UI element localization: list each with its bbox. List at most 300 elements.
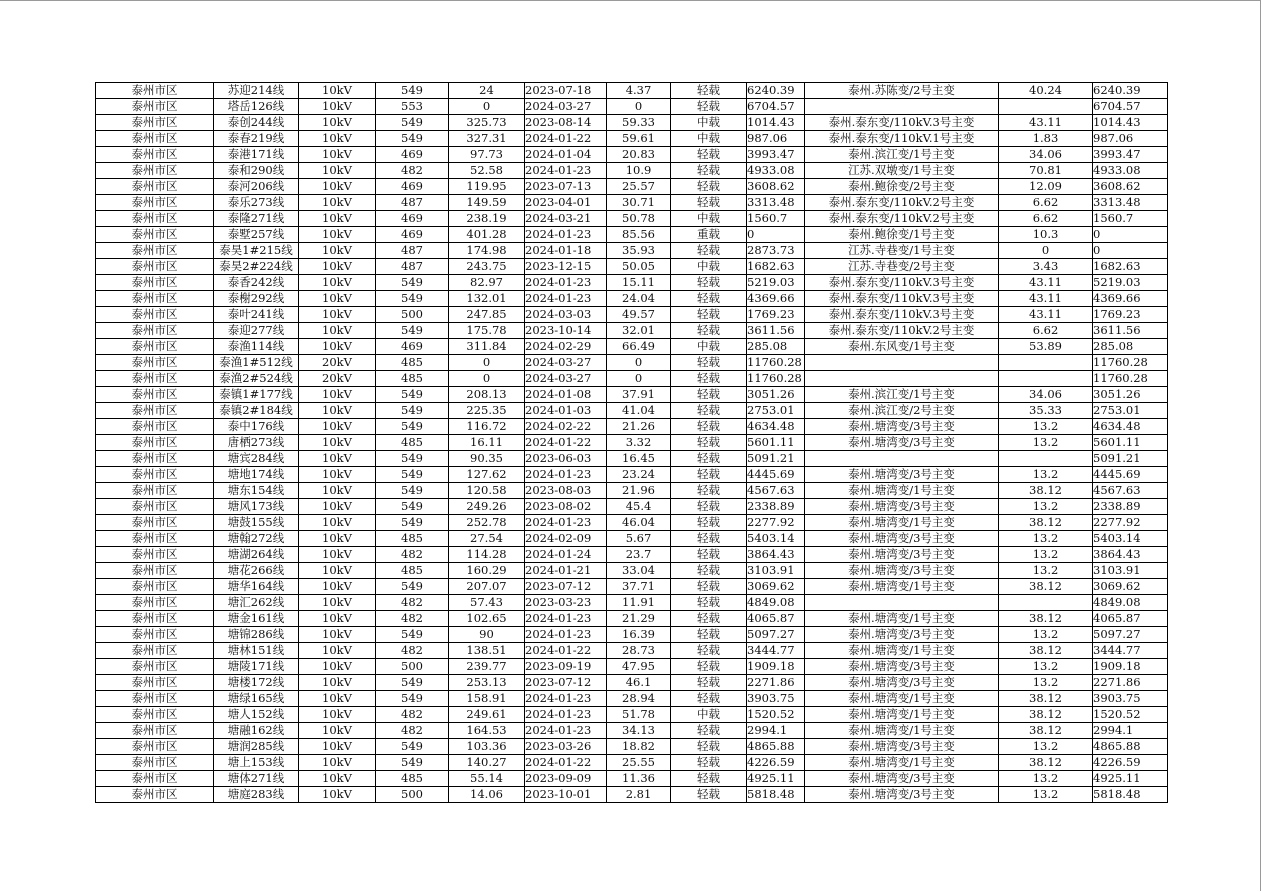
load-status-cell: 轻载	[671, 147, 747, 163]
capacity-cell: 4925.11	[747, 771, 805, 787]
date-cell: 2023-10-01	[525, 787, 607, 803]
available-capacity-cell: 4849.08	[1093, 595, 1168, 611]
load-rate-cell: 25.55	[607, 755, 671, 771]
line-name-cell: 泰昊1#215线	[214, 243, 299, 259]
capacity-cell: 5403.14	[747, 531, 805, 547]
transformer-rate-cell	[999, 355, 1093, 371]
current-cell: 16.11	[449, 435, 525, 451]
capacity-cell: 1520.52	[747, 707, 805, 723]
table-row	[96, 451, 1168, 467]
transformer-cell: 泰州.塘湾变/1号主变	[805, 611, 999, 627]
region-cell: 泰州市区	[96, 419, 214, 435]
available-capacity-cell: 2994.1	[1093, 723, 1168, 739]
load-rate-cell: 2.81	[607, 787, 671, 803]
load-rate-cell: 15.11	[607, 275, 671, 291]
current-cell: 253.13	[449, 675, 525, 691]
table-row	[96, 147, 1168, 163]
current-cell: 311.84	[449, 339, 525, 355]
capacity-cell: 3608.62	[747, 179, 805, 195]
date-cell: 2023-08-14	[525, 115, 607, 131]
load-status-cell: 轻载	[671, 387, 747, 403]
current-cell: 82.97	[449, 275, 525, 291]
current-cell: 0	[449, 99, 525, 115]
line-name-cell: 塘湖264线	[214, 547, 299, 563]
current-cell: 401.28	[449, 227, 525, 243]
available-capacity-cell: 5818.48	[1093, 787, 1168, 803]
table-row	[96, 563, 1168, 579]
transformer-cell: 泰州.泰东变/110kV.2号主变	[805, 195, 999, 211]
rated-current-cell: 549	[376, 515, 449, 531]
transformer-cell: 江苏.寺巷变/1号主变	[805, 243, 999, 259]
region-cell: 泰州市区	[96, 147, 214, 163]
rated-current-cell: 469	[376, 339, 449, 355]
current-cell: 158.91	[449, 691, 525, 707]
available-capacity-cell: 11760.28	[1093, 371, 1168, 387]
rated-current-cell: 549	[376, 131, 449, 147]
transformer-cell: 泰州.泰东变/110kV.3号主变	[805, 275, 999, 291]
date-cell: 2024-02-22	[525, 419, 607, 435]
line-name-cell: 塘锦286线	[214, 627, 299, 643]
transformer-rate-cell: 0	[999, 243, 1093, 259]
transformer-rate-cell: 38.12	[999, 643, 1093, 659]
current-cell: 243.75	[449, 259, 525, 275]
line-name-cell: 塘华164线	[214, 579, 299, 595]
region-cell: 泰州市区	[96, 435, 214, 451]
region-cell: 泰州市区	[96, 579, 214, 595]
rated-current-cell: 549	[376, 419, 449, 435]
line-name-cell: 泰乐273线	[214, 195, 299, 211]
current-cell: 175.78	[449, 323, 525, 339]
capacity-cell: 0	[747, 227, 805, 243]
available-capacity-cell: 4933.08	[1093, 163, 1168, 179]
rated-current-cell: 469	[376, 147, 449, 163]
table-row	[96, 499, 1168, 515]
table-row	[96, 243, 1168, 259]
date-cell: 2023-10-14	[525, 323, 607, 339]
load-rate-cell: 45.4	[607, 499, 671, 515]
current-cell: 120.58	[449, 483, 525, 499]
date-cell: 2024-03-27	[525, 371, 607, 387]
current-cell: 52.58	[449, 163, 525, 179]
transformer-cell: 泰州.塘湾变/3号主变	[805, 435, 999, 451]
table-row	[96, 739, 1168, 755]
current-cell: 238.19	[449, 211, 525, 227]
current-cell: 114.28	[449, 547, 525, 563]
rated-current-cell: 500	[376, 307, 449, 323]
region-cell: 泰州市区	[96, 787, 214, 803]
current-cell: 132.01	[449, 291, 525, 307]
table-row	[96, 595, 1168, 611]
capacity-cell: 5091.21	[747, 451, 805, 467]
load-status-cell: 轻载	[671, 83, 747, 99]
current-cell: 97.73	[449, 147, 525, 163]
capacity-cell: 1909.18	[747, 659, 805, 675]
transformer-rate-cell: 13.2	[999, 659, 1093, 675]
available-capacity-cell: 4634.48	[1093, 419, 1168, 435]
load-rate-cell: 34.13	[607, 723, 671, 739]
current-cell: 140.27	[449, 755, 525, 771]
voltage-cell: 20kV	[299, 355, 376, 371]
transformer-rate-cell: 13.2	[999, 547, 1093, 563]
load-rate-cell: 41.04	[607, 403, 671, 419]
current-cell: 138.51	[449, 643, 525, 659]
voltage-cell: 10kV	[299, 435, 376, 451]
transformer-cell: 泰州.苏陈变/2号主变	[805, 83, 999, 99]
load-status-cell: 轻载	[671, 323, 747, 339]
rated-current-cell: 549	[376, 483, 449, 499]
region-cell: 泰州市区	[96, 179, 214, 195]
region-cell: 泰州市区	[96, 323, 214, 339]
transformer-cell: 泰州.鲍徐变/2号主变	[805, 179, 999, 195]
rated-current-cell: 549	[376, 579, 449, 595]
region-cell: 泰州市区	[96, 163, 214, 179]
line-name-cell: 泰港171线	[214, 147, 299, 163]
load-status-cell: 轻载	[671, 755, 747, 771]
load-rate-cell: 51.78	[607, 707, 671, 723]
available-capacity-cell: 1560.7	[1093, 211, 1168, 227]
transformer-cell: 江苏.寺巷变/2号主变	[805, 259, 999, 275]
date-cell: 2024-01-23	[525, 291, 607, 307]
load-status-cell: 轻载	[671, 99, 747, 115]
load-rate-cell: 37.91	[607, 387, 671, 403]
capacity-cell: 11760.28	[747, 371, 805, 387]
capacity-cell: 3444.77	[747, 643, 805, 659]
available-capacity-cell: 0	[1093, 243, 1168, 259]
transformer-cell: 泰州.滨江变/2号主变	[805, 403, 999, 419]
table-row	[96, 211, 1168, 227]
load-status-cell: 轻载	[671, 787, 747, 803]
capacity-cell: 4226.59	[747, 755, 805, 771]
region-cell: 泰州市区	[96, 627, 214, 643]
available-capacity-cell: 2271.86	[1093, 675, 1168, 691]
line-name-cell: 泰镇2#184线	[214, 403, 299, 419]
rated-current-cell: 482	[376, 611, 449, 627]
date-cell: 2024-03-21	[525, 211, 607, 227]
rated-current-cell: 549	[376, 323, 449, 339]
date-cell: 2024-01-22	[525, 755, 607, 771]
line-name-cell: 塘翰272线	[214, 531, 299, 547]
table-row	[96, 259, 1168, 275]
table-row	[96, 435, 1168, 451]
current-cell: 149.59	[449, 195, 525, 211]
rated-current-cell: 549	[376, 83, 449, 99]
region-cell: 泰州市区	[96, 707, 214, 723]
load-rate-cell: 49.57	[607, 307, 671, 323]
load-rate-cell: 16.45	[607, 451, 671, 467]
line-name-cell: 泰叶241线	[214, 307, 299, 323]
transformer-cell: 泰州.塘湾变/3号主变	[805, 547, 999, 563]
transformer-rate-cell: 38.12	[999, 755, 1093, 771]
date-cell: 2023-06-03	[525, 451, 607, 467]
line-name-cell: 泰渔1#512线	[214, 355, 299, 371]
rated-current-cell: 482	[376, 547, 449, 563]
available-capacity-cell: 2277.92	[1093, 515, 1168, 531]
rated-current-cell: 485	[376, 563, 449, 579]
transformer-cell: 泰州.塘湾变/1号主变	[805, 579, 999, 595]
line-name-cell: 塘体271线	[214, 771, 299, 787]
available-capacity-cell: 2753.01	[1093, 403, 1168, 419]
table-row	[96, 467, 1168, 483]
table-row	[96, 99, 1168, 115]
transformer-rate-cell: 38.12	[999, 723, 1093, 739]
current-cell: 164.53	[449, 723, 525, 739]
load-rate-cell: 46.04	[607, 515, 671, 531]
line-name-cell: 泰春219线	[214, 131, 299, 147]
load-rate-cell: 59.61	[607, 131, 671, 147]
voltage-cell: 10kV	[299, 531, 376, 547]
region-cell: 泰州市区	[96, 451, 214, 467]
transformer-cell: 泰州.塘湾变/3号主变	[805, 739, 999, 755]
transformer-cell: 泰州.泰东变/110kV.2号主变	[805, 323, 999, 339]
transformer-cell: 泰州.塘湾变/3号主变	[805, 531, 999, 547]
load-rate-cell: 50.78	[607, 211, 671, 227]
transformer-rate-cell: 38.12	[999, 691, 1093, 707]
load-status-cell: 轻载	[671, 739, 747, 755]
available-capacity-cell: 5601.11	[1093, 435, 1168, 451]
load-rate-cell: 0	[607, 99, 671, 115]
available-capacity-cell: 1682.63	[1093, 259, 1168, 275]
date-cell: 2024-03-27	[525, 355, 607, 371]
voltage-cell: 10kV	[299, 227, 376, 243]
table-row	[96, 643, 1168, 659]
rated-current-cell: 549	[376, 291, 449, 307]
capacity-cell: 6704.57	[747, 99, 805, 115]
date-cell: 2024-01-22	[525, 643, 607, 659]
current-cell: 225.35	[449, 403, 525, 419]
load-rate-cell: 28.73	[607, 643, 671, 659]
load-status-cell: 轻载	[671, 659, 747, 675]
load-status-cell: 中载	[671, 211, 747, 227]
transformer-cell	[805, 355, 999, 371]
date-cell: 2024-01-04	[525, 147, 607, 163]
table-row	[96, 403, 1168, 419]
load-status-cell: 中载	[671, 339, 747, 355]
line-name-cell: 泰隆271线	[214, 211, 299, 227]
feeder-load-table	[95, 82, 1168, 803]
transformer-cell	[805, 451, 999, 467]
transformer-rate-cell	[999, 595, 1093, 611]
transformer-cell: 泰州.东风变/1号主变	[805, 339, 999, 355]
current-cell: 325.73	[449, 115, 525, 131]
voltage-cell: 10kV	[299, 675, 376, 691]
capacity-cell: 3611.56	[747, 323, 805, 339]
transformer-cell: 泰州.塘湾变/1号主变	[805, 755, 999, 771]
transformer-rate-cell: 13.2	[999, 675, 1093, 691]
voltage-cell: 10kV	[299, 691, 376, 707]
load-rate-cell: 23.24	[607, 467, 671, 483]
line-name-cell: 泰中176线	[214, 419, 299, 435]
line-name-cell: 泰河206线	[214, 179, 299, 195]
line-name-cell: 塘楼172线	[214, 675, 299, 691]
available-capacity-cell: 3611.56	[1093, 323, 1168, 339]
region-cell: 泰州市区	[96, 467, 214, 483]
voltage-cell: 10kV	[299, 243, 376, 259]
available-capacity-cell: 1014.43	[1093, 115, 1168, 131]
region-cell: 泰州市区	[96, 515, 214, 531]
line-name-cell: 塘绿165线	[214, 691, 299, 707]
transformer-rate-cell: 38.12	[999, 707, 1093, 723]
capacity-cell: 2271.86	[747, 675, 805, 691]
capacity-cell: 3864.43	[747, 547, 805, 563]
capacity-cell: 3103.91	[747, 563, 805, 579]
available-capacity-cell: 4226.59	[1093, 755, 1168, 771]
current-cell: 0	[449, 371, 525, 387]
load-status-cell: 轻载	[671, 627, 747, 643]
rated-current-cell: 469	[376, 211, 449, 227]
load-rate-cell: 30.71	[607, 195, 671, 211]
transformer-rate-cell: 34.06	[999, 147, 1093, 163]
transformer-rate-cell	[999, 451, 1093, 467]
date-cell: 2024-01-23	[525, 275, 607, 291]
load-status-cell: 轻载	[671, 723, 747, 739]
voltage-cell: 10kV	[299, 419, 376, 435]
table-row	[96, 227, 1168, 243]
voltage-cell: 10kV	[299, 595, 376, 611]
voltage-cell: 10kV	[299, 163, 376, 179]
available-capacity-cell: 3608.62	[1093, 179, 1168, 195]
voltage-cell: 10kV	[299, 659, 376, 675]
line-name-cell: 塘上153线	[214, 755, 299, 771]
rated-current-cell: 549	[376, 691, 449, 707]
current-cell: 90	[449, 627, 525, 643]
voltage-cell: 10kV	[299, 83, 376, 99]
line-name-cell: 泰渔2#524线	[214, 371, 299, 387]
rated-current-cell: 482	[376, 643, 449, 659]
line-name-cell: 塘风173线	[214, 499, 299, 515]
voltage-cell: 10kV	[299, 339, 376, 355]
load-rate-cell: 24.04	[607, 291, 671, 307]
voltage-cell: 10kV	[299, 563, 376, 579]
line-name-cell: 塘地174线	[214, 467, 299, 483]
capacity-cell: 5097.27	[747, 627, 805, 643]
region-cell: 泰州市区	[96, 371, 214, 387]
date-cell: 2023-07-13	[525, 179, 607, 195]
capacity-cell: 4065.87	[747, 611, 805, 627]
transformer-cell	[805, 595, 999, 611]
table-body	[96, 83, 1168, 803]
voltage-cell: 10kV	[299, 211, 376, 227]
load-rate-cell: 59.33	[607, 115, 671, 131]
capacity-cell: 2338.89	[747, 499, 805, 515]
current-cell: 249.26	[449, 499, 525, 515]
transformer-rate-cell: 35.33	[999, 403, 1093, 419]
capacity-cell: 4865.88	[747, 739, 805, 755]
date-cell: 2023-08-03	[525, 483, 607, 499]
transformer-rate-cell: 43.11	[999, 291, 1093, 307]
load-status-cell: 重载	[671, 227, 747, 243]
line-name-cell: 泰渔114线	[214, 339, 299, 355]
rated-current-cell: 482	[376, 595, 449, 611]
region-cell: 泰州市区	[96, 195, 214, 211]
date-cell: 2024-01-24	[525, 547, 607, 563]
rated-current-cell: 549	[376, 275, 449, 291]
capacity-cell: 2277.92	[747, 515, 805, 531]
voltage-cell: 10kV	[299, 739, 376, 755]
voltage-cell: 10kV	[299, 147, 376, 163]
capacity-cell: 5219.03	[747, 275, 805, 291]
load-rate-cell: 47.95	[607, 659, 671, 675]
voltage-cell: 10kV	[299, 611, 376, 627]
capacity-cell: 1014.43	[747, 115, 805, 131]
capacity-cell: 1560.7	[747, 211, 805, 227]
line-name-cell: 塘陵171线	[214, 659, 299, 675]
current-cell: 174.98	[449, 243, 525, 259]
transformer-rate-cell: 40.24	[999, 83, 1093, 99]
voltage-cell: 10kV	[299, 643, 376, 659]
region-cell: 泰州市区	[96, 611, 214, 627]
region-cell: 泰州市区	[96, 307, 214, 323]
available-capacity-cell: 6240.39	[1093, 83, 1168, 99]
capacity-cell: 4849.08	[747, 595, 805, 611]
current-cell: 116.72	[449, 419, 525, 435]
date-cell: 2023-07-12	[525, 675, 607, 691]
load-status-cell: 轻载	[671, 579, 747, 595]
available-capacity-cell: 1909.18	[1093, 659, 1168, 675]
table-row	[96, 275, 1168, 291]
rated-current-cell: 482	[376, 707, 449, 723]
transformer-rate-cell: 10.3	[999, 227, 1093, 243]
table-row	[96, 483, 1168, 499]
date-cell: 2024-01-22	[525, 131, 607, 147]
transformer-cell: 泰州.泰东变/110kV.3号主变	[805, 307, 999, 323]
table-row	[96, 755, 1168, 771]
load-rate-cell: 16.39	[607, 627, 671, 643]
table-row	[96, 771, 1168, 787]
current-cell: 247.85	[449, 307, 525, 323]
capacity-cell: 1682.63	[747, 259, 805, 275]
current-cell: 103.36	[449, 739, 525, 755]
voltage-cell: 10kV	[299, 99, 376, 115]
date-cell: 2024-01-23	[525, 723, 607, 739]
load-status-cell: 轻载	[671, 451, 747, 467]
table-row	[96, 611, 1168, 627]
line-name-cell: 塘融162线	[214, 723, 299, 739]
rated-current-cell: 549	[376, 675, 449, 691]
available-capacity-cell: 5403.14	[1093, 531, 1168, 547]
transformer-rate-cell: 38.12	[999, 611, 1093, 627]
transformer-cell	[805, 99, 999, 115]
available-capacity-cell: 285.08	[1093, 339, 1168, 355]
load-rate-cell: 46.1	[607, 675, 671, 691]
line-name-cell: 塘润285线	[214, 739, 299, 755]
load-rate-cell: 11.91	[607, 595, 671, 611]
region-cell: 泰州市区	[96, 563, 214, 579]
date-cell: 2024-01-23	[525, 467, 607, 483]
available-capacity-cell: 3103.91	[1093, 563, 1168, 579]
transformer-rate-cell: 70.81	[999, 163, 1093, 179]
capacity-cell: 4445.69	[747, 467, 805, 483]
table-row	[96, 515, 1168, 531]
current-cell: 57.43	[449, 595, 525, 611]
table-row	[96, 307, 1168, 323]
voltage-cell: 10kV	[299, 499, 376, 515]
line-name-cell: 泰墅257线	[214, 227, 299, 243]
line-name-cell: 泰香242线	[214, 275, 299, 291]
load-rate-cell: 11.36	[607, 771, 671, 787]
table-row	[96, 531, 1168, 547]
available-capacity-cell: 11760.28	[1093, 355, 1168, 371]
rated-current-cell: 549	[376, 499, 449, 515]
rated-current-cell: 485	[376, 531, 449, 547]
transformer-rate-cell: 13.2	[999, 739, 1093, 755]
current-cell: 90.35	[449, 451, 525, 467]
region-cell: 泰州市区	[96, 259, 214, 275]
rated-current-cell: 487	[376, 259, 449, 275]
table-row	[96, 387, 1168, 403]
voltage-cell: 10kV	[299, 755, 376, 771]
transformer-rate-cell: 53.89	[999, 339, 1093, 355]
transformer-rate-cell: 43.11	[999, 307, 1093, 323]
